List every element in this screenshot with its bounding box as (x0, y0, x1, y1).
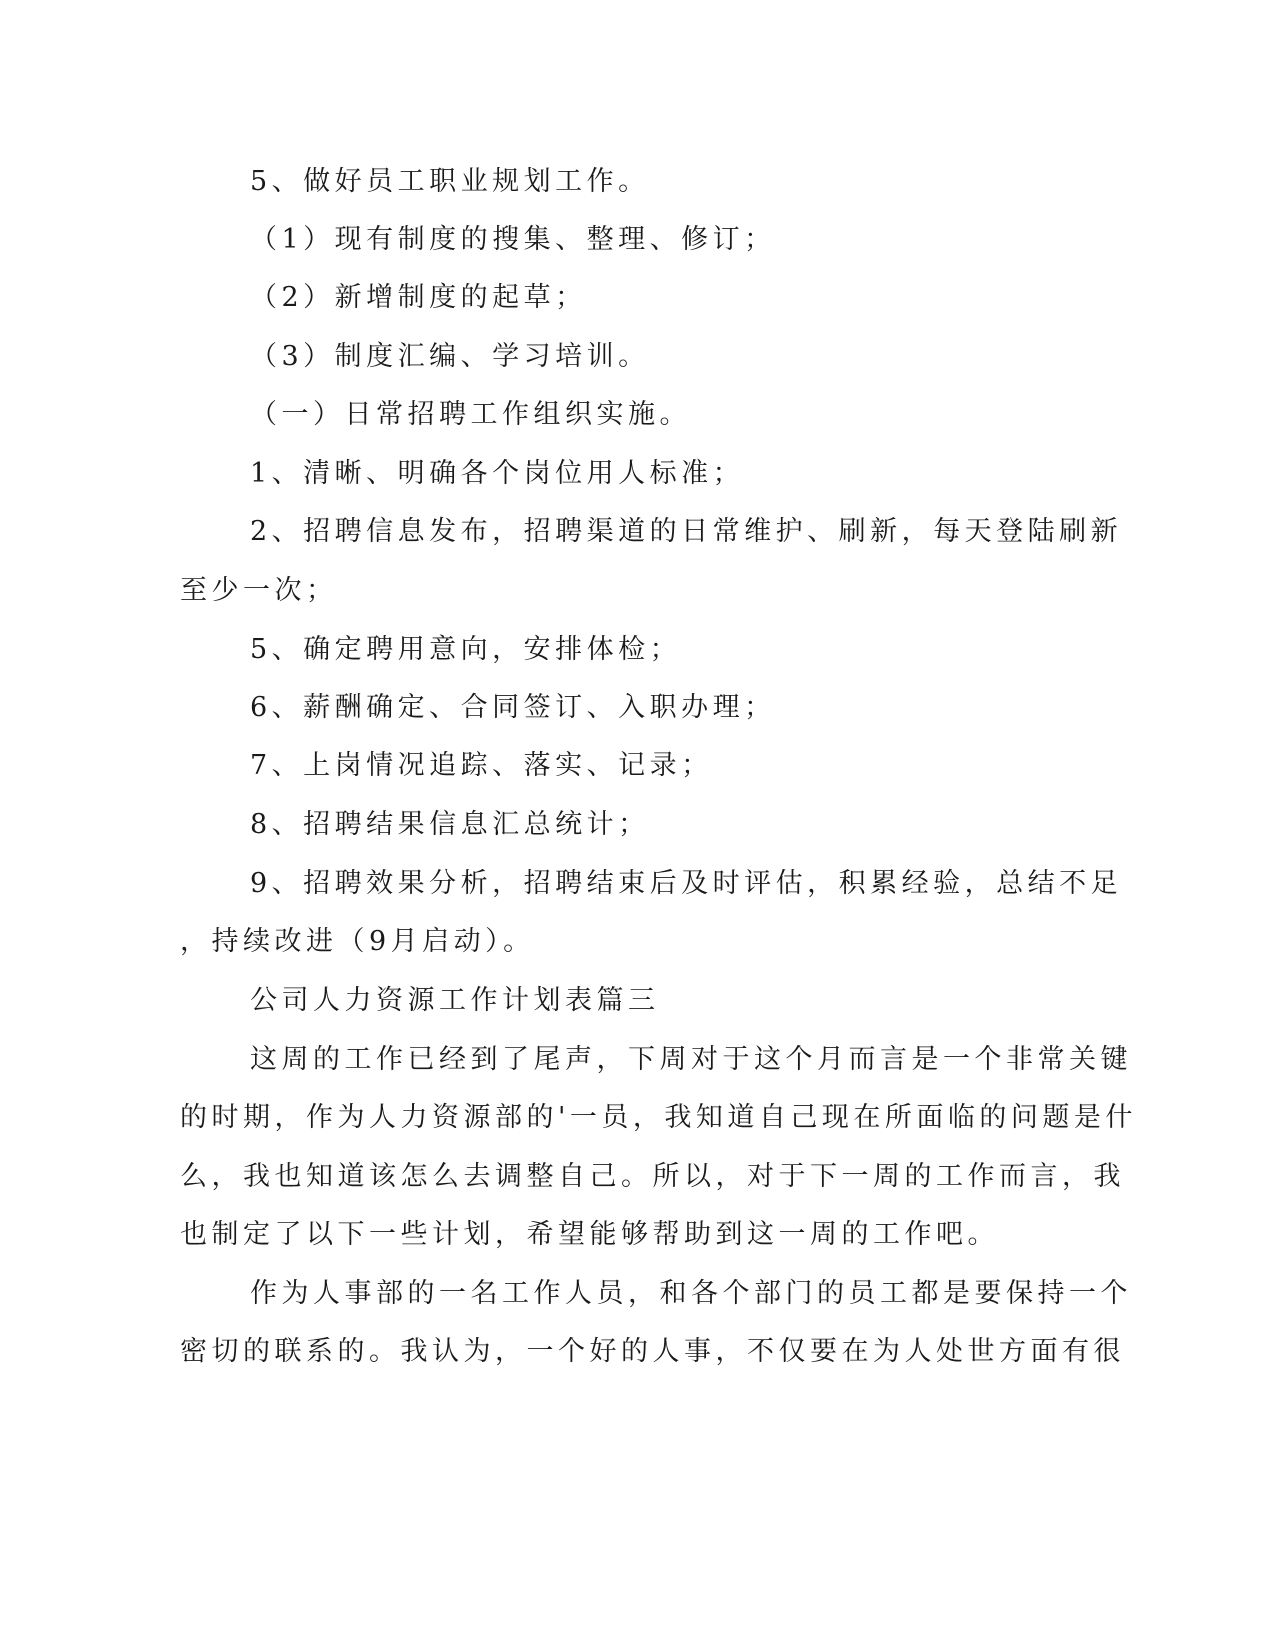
text-line: ，持续改进（9月启动）。 (180, 926, 535, 957)
text-line: 6、薪酬确定、合同签订、入职办理； (250, 692, 776, 723)
text-line: 5、做好员工职业规划工作。 (250, 166, 650, 197)
text-line: 么，我也知道该怎么去调整自己。所以，对于下一周的工作而言，我 (180, 1161, 1125, 1192)
text-line: （一）日常招聘工作组织实施。 (250, 399, 691, 430)
text-line: 1、清晰、明确各个岗位用人标准； (250, 458, 745, 489)
text-line: 8、招聘结果信息汇总统计； (250, 809, 650, 840)
text-line: 密切的联系的。我认为，一个好的人事，不仅要在为人处世方面有很 (180, 1336, 1125, 1367)
text-line: 2、招聘信息发布，招聘渠道的日常维护、刷新，每天登陆刷新 (250, 516, 1123, 547)
text-line: 7、上岗情况追踪、落实、记录； (250, 750, 713, 781)
text-line: 也制定了以下一些计划，希望能够帮助到这一周的工作吧。 (180, 1219, 999, 1250)
text-line: （3）制度汇编、学习培训。 (250, 341, 650, 372)
text-line: （1）现有制度的搜集、整理、修订； (250, 224, 776, 255)
text-line: 9、招聘效果分析，招聘结束后及时评估，积累经验，总结不足 (250, 868, 1123, 899)
text-line: 这周的工作已经到了尾声，下周对于这个月而言是一个非常关键 (250, 1044, 1132, 1075)
text-line: （2）新增制度的起草； (250, 282, 587, 313)
text-line: 至少一次； (180, 575, 338, 606)
text-line: 的时期，作为人力资源部的'一员，我知道自己现在所面临的问题是什 (180, 1102, 1137, 1133)
text-line: 作为人事部的一名工作人员，和各个部门的员工都是要保持一个 (250, 1278, 1132, 1309)
text-line: 5、确定聘用意向，安排体检； (250, 634, 682, 665)
section-title: 公司人力资源工作计划表篇三 (250, 985, 660, 1016)
